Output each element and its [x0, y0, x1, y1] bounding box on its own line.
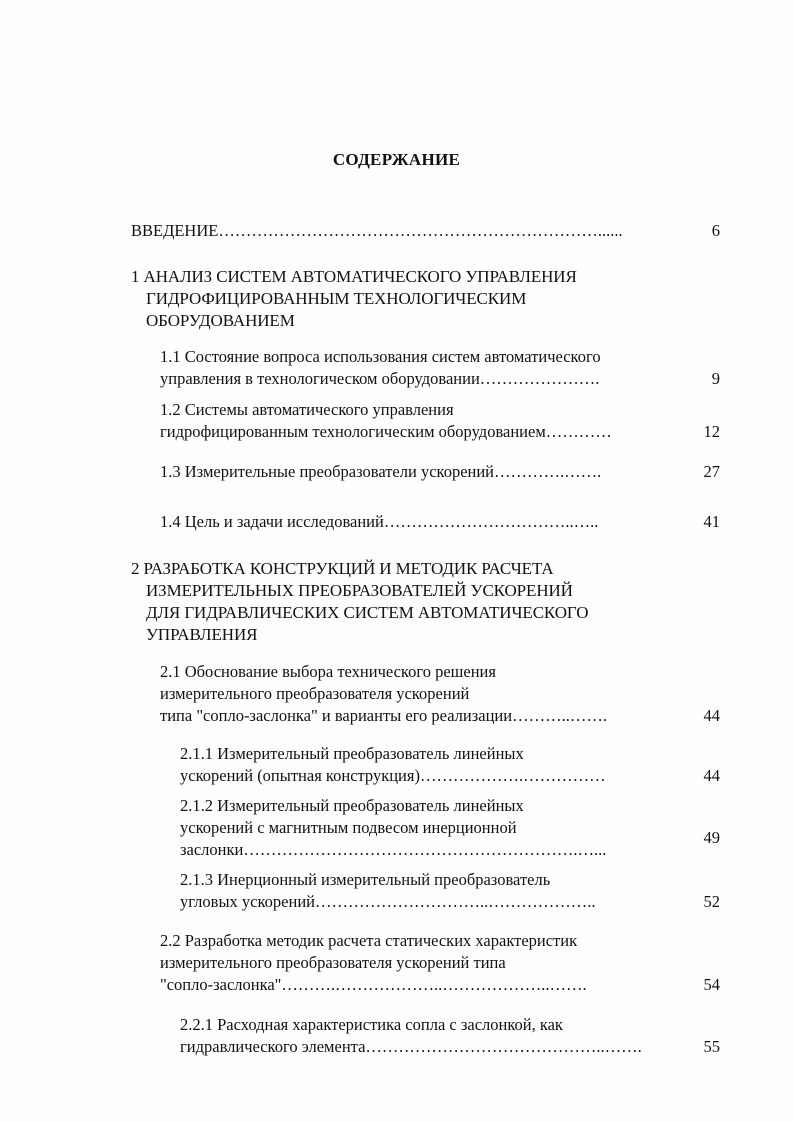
toc-section-1-1-line-2: управления в технологическом оборудовании…………………. — [160, 369, 600, 388]
toc-subsection-2-1-2-line-2: ускорений с магнитным подвесом инерционной — [180, 818, 517, 837]
toc-page-number: 44 — [703, 766, 720, 785]
toc-section-2-1-line-3: типа "сопло-заслонка" и варианты его реализации………..……. — [160, 706, 607, 725]
toc-subsection-2-2-1-line-1: 2.2.1 Расходная характеристика сопла с заслонкой, как — [180, 1015, 563, 1034]
toc-section-2-2-line-1: 2.2 Разработка методик расчета статических характеристик — [160, 931, 578, 950]
toc-page-number: 54 — [703, 975, 720, 994]
toc-page-number: 12 — [703, 422, 720, 441]
toc-chapter-2-line-2: ИЗМЕРИТЕЛЬНЫХ ПРЕОБРАЗОВАТЕЛЕЙ УСКОРЕНИЙ — [146, 581, 573, 600]
toc-section-1-1-line-1: 1.1 Состояние вопроса использования систем автоматического — [160, 347, 601, 366]
toc-section-1-2-line-1: 1.2 Системы автоматического управления — [160, 400, 454, 419]
toc-subsection-2-1-1-line-1: 2.1.1 Измерительный преобразователь линейных — [180, 744, 524, 763]
toc-page-number: 27 — [703, 462, 720, 481]
toc-chapter-2-line-3: ДЛЯ ГИДРАВЛИЧЕСКИХ СИСТЕМ АВТОМАТИЧЕСКОГО — [146, 603, 589, 622]
toc-subsection-2-1-2-line-3: заслонки…………………………………………………….…... — [180, 840, 607, 859]
toc-subsection-2-2-1-line-2: гидравлического элемента……………………………………..……. — [180, 1037, 642, 1056]
toc-chapter-1-line-3: ОБОРУДОВАНИЕМ — [146, 311, 295, 330]
toc-subsection-2-1-1-line-2: ускорений (опытная конструкция)……………….…………… — [180, 766, 606, 785]
page-title: СОДЕРЖАНИЕ — [332, 150, 461, 169]
toc-section-1-2-line-2: гидрофицированным технологическим оборудованием………… — [160, 422, 612, 441]
toc-chapter-2-line-1: 2 РАЗРАБОТКА КОНСТРУКЦИЙ И МЕТОДИК РАСЧЕТА — [131, 559, 554, 578]
toc-page-number: 52 — [703, 892, 720, 911]
toc-section-2-1-line-1: 2.1 Обоснование выбора технического решения — [160, 662, 496, 681]
toc-chapter-2-line-4: УПРАВЛЕНИЯ — [146, 625, 258, 644]
toc-page-number: 41 — [703, 512, 720, 531]
toc-subsection-2-1-3-line-1: 2.1.3 Инерционный измерительный преобразователь — [180, 870, 551, 889]
toc-page-number: 44 — [703, 706, 720, 725]
toc-page-number: 55 — [703, 1037, 720, 1056]
toc-chapter-1-line-1: 1 АНАЛИЗ СИСТЕМ АВТОМАТИЧЕСКОГО УПРАВЛЕНИЯ — [131, 267, 577, 286]
toc-page-number: 49 — [703, 828, 720, 847]
toc-entry-intro-line-1: ВВЕДЕНИЕ……………………………………………………………...... — [131, 221, 623, 240]
toc-section-2-2-line-2: измерительного преобразователя ускорений типа — [160, 953, 506, 972]
toc-page-number: 9 — [711, 369, 720, 388]
toc-subsection-2-1-3-line-2: угловых ускорений…………………………..……………….. — [180, 892, 596, 911]
toc-section-1-3-line-1: 1.3 Измерительные преобразователи ускорений………….……. — [160, 462, 602, 481]
toc-chapter-1-line-2: ГИДРОФИЦИРОВАННЫМ ТЕХНОЛОГИЧЕСКИМ — [146, 289, 527, 308]
toc-page-number: 6 — [711, 221, 720, 240]
toc-subsection-2-1-2-line-1: 2.1.2 Измерительный преобразователь линейных — [180, 796, 524, 815]
toc-section-1-4-line-1: 1.4 Цель и задачи исследований……………………………..….. — [160, 512, 599, 531]
toc-section-2-2-line-3: "сопло-заслонка"……….………………..………………..……. — [160, 975, 587, 994]
toc-section-2-1-line-2: измерительного преобразователя ускорений — [160, 684, 470, 703]
